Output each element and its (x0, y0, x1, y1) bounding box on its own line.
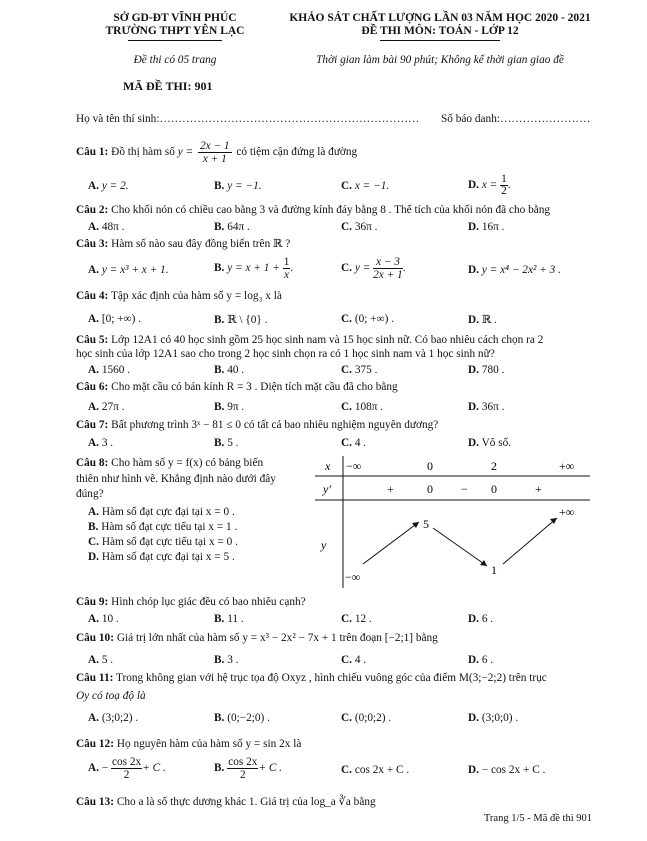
q4-option-d: D. ℝ . (468, 314, 497, 326)
y-value-minus-inf: −∞ (345, 570, 361, 584)
y-value-plus-inf: +∞ (559, 505, 575, 519)
question-5: Câu 5: Lớp 12A1 có 40 học sinh gồm 25 học sinh nam và 15 học sinh nữ. Có bao nhiêu cách chọn ra 2 (76, 334, 544, 346)
candidate-number-line: Số báo danh:…………………… (441, 113, 591, 125)
question-11: Câu 11: Trong không gian với hệ trục tọa độ Oxyz , hình chiếu vuông góc của điểm M(3;−2;2) trên trục (76, 672, 547, 684)
q8-option-a: A. Hàm số đạt cực đại tại x = 0 . (88, 506, 235, 518)
sign-5: + (535, 482, 542, 496)
y-value-max: 5 (423, 517, 429, 531)
q11-option-a: A. (3;0;2) . (88, 712, 139, 724)
q12-option-d: D. − cos 2x + C . (468, 764, 546, 776)
arrow-down-head (480, 560, 487, 566)
q12-option-c: C. cos 2x + C . (341, 764, 410, 776)
q12-option-b: B. $\frac{\cos 2x}{2}$ + C . (214, 756, 283, 781)
q9-option-c: C. 12 . (341, 613, 372, 625)
q3-option-b: B. y = x + 1 + $\frac{1}{x}$ . (214, 256, 294, 281)
arrow-up-1-head (412, 522, 419, 528)
q10-option-c: C. 4 . (341, 654, 367, 666)
q5-option-d: D. 780 . (468, 364, 505, 376)
exam-title: KHẢO SÁT CHẤT LƯỢNG LẦN 03 NĂM HỌC 2020 - 2021 (289, 12, 591, 24)
sign-2: 0 (427, 482, 433, 496)
q1-option-c: C. x = −1. (341, 180, 390, 192)
q11-option-d: D. (3;0;0) . (468, 712, 519, 724)
exam-subject: ĐỀ THI MÔN: TOÁN - LỚP 12 (361, 25, 519, 37)
q1-option-d: D. x = $\frac{1}{2}$ . (468, 173, 511, 197)
y-value-min: 1 (491, 563, 497, 577)
question-5-line-2: học sinh của lớp 12A1 sao cho trong 2 học sinh chọn ra có 1 học sinh nam và 1 học sinh nữ? (76, 348, 495, 360)
q4-option-c: C. (0; +∞) . (341, 313, 395, 325)
arrow-up-2 (503, 518, 557, 564)
x-value-2: 0 (427, 459, 433, 473)
q9-option-d: D. 6 . (468, 613, 494, 625)
department: SỞ GD-ĐT VĨNH PHÚC (113, 12, 237, 24)
q4-option-a: A. [0; +∞) . (88, 313, 142, 325)
school-underline (128, 40, 222, 41)
variation-table (315, 456, 590, 588)
q8-option-c: C. Hàm số đạt cực tiểu tại x = 0 . (88, 536, 238, 548)
table-y-label: y (321, 538, 327, 552)
q1-option-b: B. y = −1. (214, 180, 262, 192)
q7-option-c: C. 4 . (341, 437, 367, 449)
exam-time: Thời gian làm bài 90 phút; Không kể thời gian giao đề (316, 54, 564, 66)
q2-option-c: C. 36π . (341, 221, 378, 233)
question-8-line-3: đúng? (76, 488, 104, 500)
q10-option-a: A. 5 . (88, 654, 114, 666)
q5-option-c: C. 375 . (341, 364, 378, 376)
question-11-line-2: Oy có toạ độ là (76, 690, 146, 702)
question-13: Câu 13: Cho a là số thực dương khác 1. Giá trị của log_a ∛a bằng (76, 796, 376, 808)
q7-option-b: B. 5 . (214, 437, 239, 449)
question-10: Câu 10: Giá trị lớn nhất của hàm số y = x³ − 2x² − 7x + 1 trên đoạn [−2;1] bằng (76, 632, 438, 644)
table-x-label: x (325, 459, 331, 473)
q6-option-b: B. 9π . (214, 401, 245, 413)
q3-option-c: C. y = $\frac{x - 3}{2x + 1}$ . (341, 256, 406, 281)
q2-option-d: D. 16π . (468, 221, 505, 233)
question-4: Câu 4: Tập xác định của hàm số y = log₃ x là (76, 290, 282, 302)
q7-option-d: D. Vô số. (468, 437, 512, 449)
q5-option-b: B. 40 . (214, 364, 245, 376)
question-2: Câu 2: Cho khối nón có chiều cao bằng 3 và đường kính đáy bằng 8 . Thể tích của khối nón đã cho bằng (76, 204, 551, 216)
q5-option-a: A. 1560 . (88, 364, 131, 376)
q11-option-c: C. (0;0;2) . (341, 712, 392, 724)
q6-option-d: D. 36π . (468, 401, 505, 413)
q10-option-b: B. 3 . (214, 654, 239, 666)
q3-option-d: D. y = x⁴ − 2x² + 3 . (468, 264, 561, 276)
question-7: Câu 7: Bất phương trình 3ˣ − 81 ≤ 0 có tất cả bao nhiêu nghiệm nguyên dương? (76, 419, 439, 431)
school-name: TRƯỜNG THPT YÊN LẠC (105, 25, 245, 37)
subject-underline (380, 40, 500, 41)
q7-option-a: A. 3 . (88, 437, 114, 449)
x-value-3: 2 (491, 459, 497, 473)
q2-option-a: A. 48π . (88, 221, 125, 233)
question-8: Câu 8: Cho hàm số y = f(x) có bảng biến (76, 457, 264, 469)
q1-option-a: A. y = 2. (88, 180, 129, 192)
question-3: Câu 3: Hàm số nào sau đây đồng biến trên ℝ ? (76, 238, 291, 250)
question-8-line-2: thiên như hình vẽ. Khẳng định nào dưới đây (76, 473, 276, 485)
q12-option-a: A. − $\frac{\cos 2x}{2}$ + C . (88, 756, 166, 781)
page-footer: Trang 1/5 - Mã đề thi 901 (483, 813, 592, 824)
exam-code: MÃ ĐỀ THI: 901 (123, 79, 213, 93)
q3-option-a: A. y = x³ + x + 1. (88, 264, 169, 276)
sign-1: + (387, 482, 394, 496)
q6-option-a: A. 27π . (88, 401, 125, 413)
sign-3: − (461, 482, 468, 496)
q10-option-d: D. 6 . (468, 654, 494, 666)
q6-option-c: C. 108π . (341, 401, 384, 413)
question-12: Câu 12: Họ nguyên hàm của hàm số y = sin 2x là (76, 738, 302, 750)
q11-option-b: B. (0;−2;0) . (214, 712, 270, 724)
arrow-down (433, 528, 487, 566)
table-yprime-label: y′ (323, 482, 331, 496)
sign-4: 0 (491, 482, 497, 496)
x-value-4: +∞ (559, 459, 575, 473)
page-count: Đề thi có 05 trang (133, 54, 217, 66)
q9-option-a: A. 10 . (88, 613, 119, 625)
q4-option-b: B. ℝ \ {0} . (214, 314, 268, 326)
question-9: Câu 9: Hình chóp lục giác đều có bao nhiêu cạnh? (76, 596, 306, 608)
q8-option-d: D. Hàm số đạt cực đại tại x = 5 . (88, 551, 235, 563)
candidate-name-line: Họ và tên thí sinh:…………………………………………………………… (76, 113, 420, 125)
x-value-1: −∞ (346, 459, 362, 473)
question-1: Câu 1: Đồ thị hàm số y = $\frac{2x - 1}{x + 1}$ có tiệm cận đứng là đường (76, 140, 358, 165)
q8-option-b: B. Hàm số đạt cực tiểu tại x = 1 . (88, 521, 238, 533)
question-6: Câu 6: Cho mặt cầu có bán kính R = 3 . Diện tích mặt cầu đã cho bằng (76, 381, 398, 393)
arrow-up-1 (363, 522, 419, 564)
q2-option-b: B. 64π . (214, 221, 250, 233)
q9-option-b: B. 11 . (214, 613, 244, 625)
